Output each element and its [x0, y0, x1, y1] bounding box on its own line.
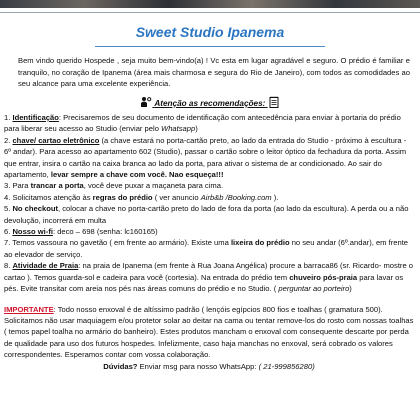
list-item-beach: 8. Atividade de Praia: na praia de Ipanema (em frente à Rua Joana Angélica) procure a barraca86 (sr. Ricardo- mostre o cartao ). Temos guarda-sol e cadeira para você (cortesia). Na entrada do prédio tem chuveiro pós-praia para lavar os pés. Evite transitar com areia nos pés nas áreas comuns do prédio e no Studio. ( perguntar ao porteiro) — [4, 261, 414, 294]
list-item-checkout: 5. No checkout, colocar a chave no porta-cartão preto do lado de fora da porta (ao lado da escultura). A perda ou a não devolução, incorrerá em multa — [4, 204, 409, 225]
welcome-paragraph: Bem vindo querido Hospede , seja muito bem-vindo(a) ! Vc esta em lugar agradável e seguro. O prédio é familiar e tranquilo, no coração de Ipanema (área mais charmosa e segura do Rio de Janeiro), com todos as comodidades ao seu alcance para uma excelente experiência. — [18, 56, 410, 88]
notepad-icon — [268, 96, 280, 108]
doubts-contact: Dúvidas? Enviar msg para nosso WhatsApp: ( 21-999856280) — [103, 361, 315, 371]
gear-person-icon — [140, 96, 152, 108]
list-item-lock-door: 3. Para trancar a porta, você deve puxar a maçaneta para cima. — [4, 181, 224, 191]
page-title: Sweet Studio Ipanema — [135, 24, 285, 40]
recommendations-heading-text: Atenção as recomendações: — [154, 99, 266, 108]
important-notice: IMPORTANTE: Todo nosso enxoval é de altíssimo padrão ( lençóis egípcios 800 fios e toalhas ( gramatura 500). Solicitamos não usar maquiagem e/ou protetor solar ao deitar na cama ou tentar remove-los do rosto com nossas toalhas ( temos papel toalha no armário do banheiro). Estes produtos mancham o enxoval com consequente descarte por perda de qualidade para uso dos futuros hospedes. Infelizmente, caso haja manchas no enxoval, será cobrado os valores correspondentes. Esperamos contar com vossa colaboração. — [4, 304, 414, 360]
header-photo-strip — [0, 0, 420, 8]
recommendations-heading — [0, 96, 420, 108]
title-divider — [95, 46, 325, 47]
recommendations-list — [4, 112, 414, 372]
list-item-identification: 1. Identificação: Precisaremos de seu documento de identificação com antecedência para enviar à portaria do prédio para liberar seu acesso ao Studio (enviar pelo Whatsapp) — [4, 113, 401, 134]
list-item-building-rules: 4. Solicitamos atenção às regras do prédio ( ver anuncio Airb&b /Booking.com ). — [4, 192, 279, 202]
top-divider — [0, 12, 420, 13]
list-item-key-card: 2. chave/ cartao eletrônico (a chave estará no porta-cartão preto, ao lado da entrada do Studio - próximo à escultura - 6º andar). Para acesso ao apartamento 602 (Studio), passar o cartão sobre o leitor óptico da fechadura da porta. Assim que entrar, insira o cartão na caixa branca ao lado da porta, para ativar o sistema de ar condicionado. Ao sair do apartamento, levar sempre a chave com você. Nao esqueça!!! — [4, 135, 407, 180]
list-item-wifi: 6. Nosso wi-fi: deco – 698 (senha: lc160165) — [4, 227, 158, 237]
list-item-broom-trash: 7. Temos vassoura no gavetão ( em frente ao armário). Existe uma lixeira do prédio no seu andar (6º.andar), em frente ao elevador de serviço. — [4, 238, 409, 259]
